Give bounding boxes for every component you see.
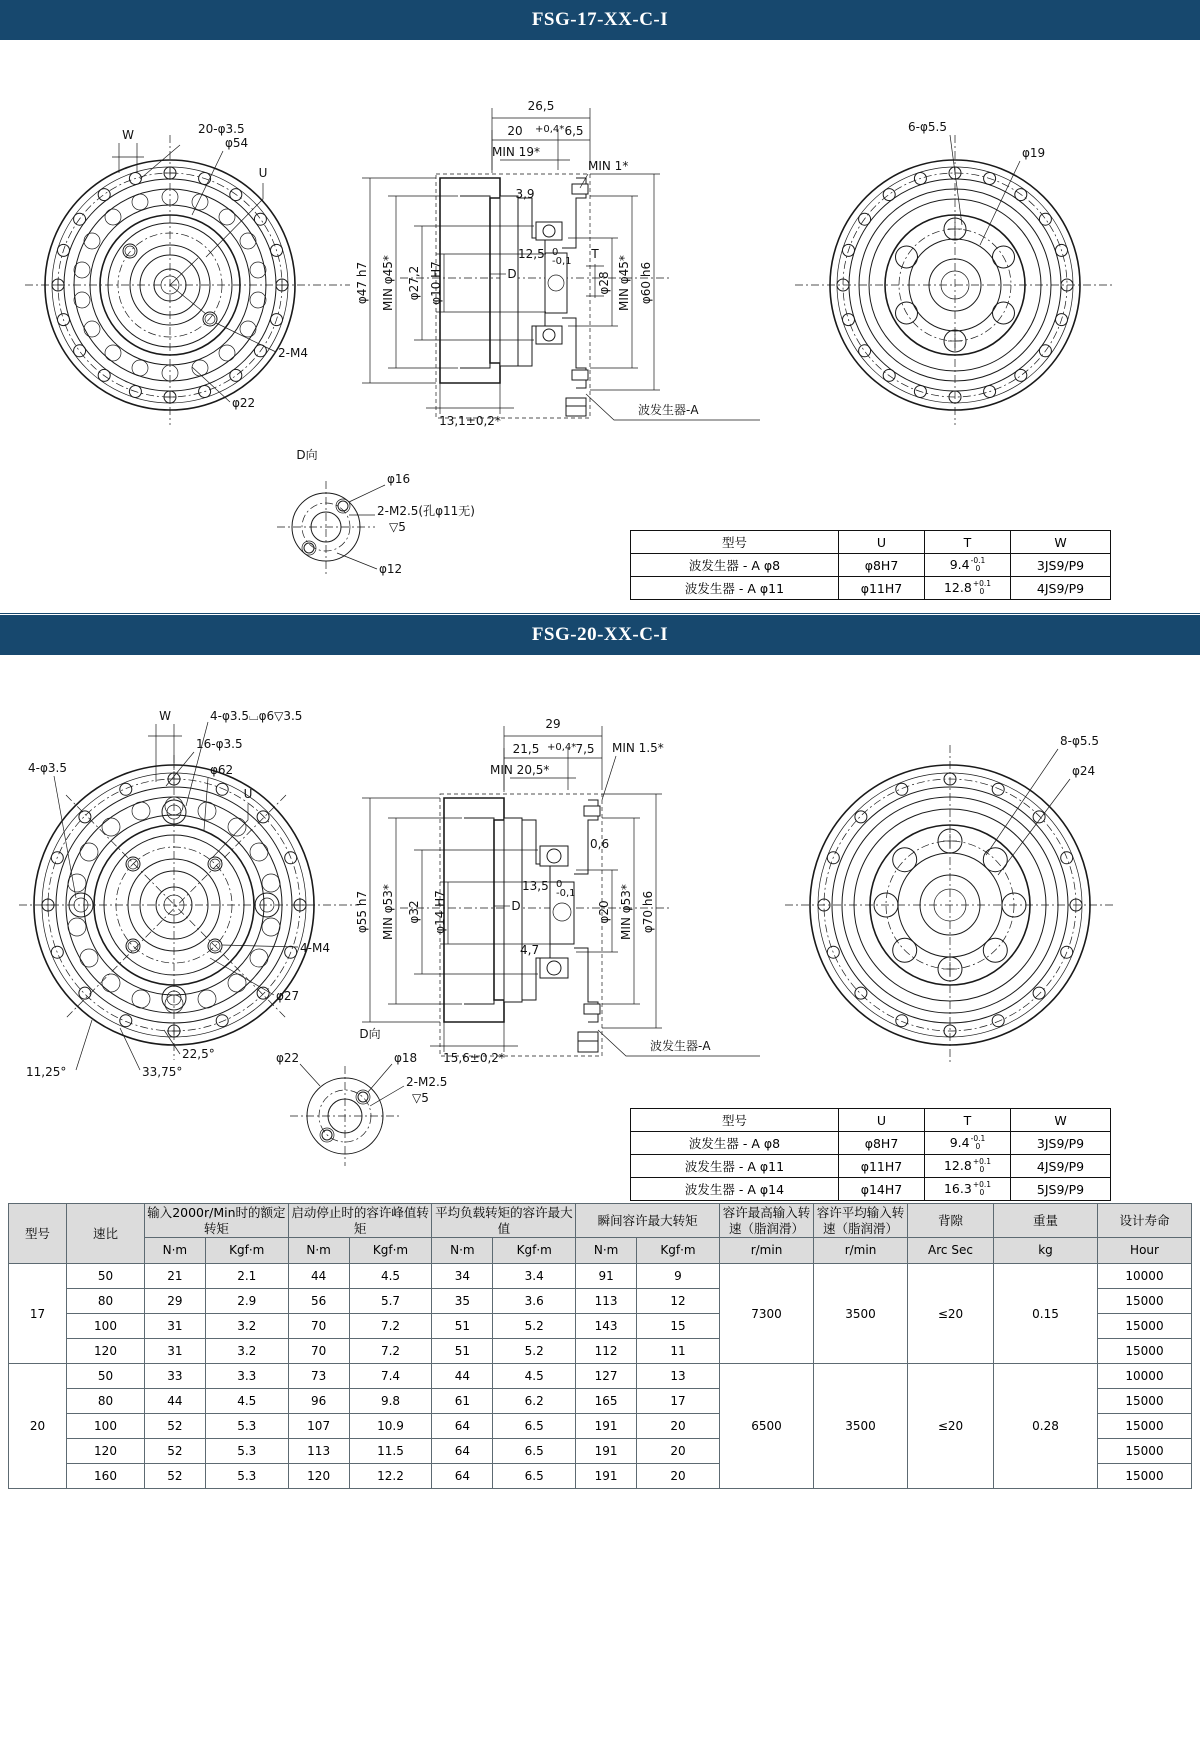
cell-avg-kgf: 6.5	[493, 1414, 576, 1439]
cell-peak-nm: 73	[288, 1364, 349, 1389]
dim-3-9: 3,9	[515, 187, 535, 201]
label-d54: φ54	[225, 136, 249, 150]
spec-header-w: W	[1011, 531, 1111, 554]
spec-u: φ8H7	[839, 1132, 925, 1155]
dim-7-5: 7,5	[575, 742, 595, 756]
spec-row	[631, 1155, 1111, 1178]
label-16-holes: 16-φ3.5	[196, 737, 243, 751]
cell-rated-nm: 52	[145, 1464, 206, 1489]
cell-backlash: ≤20	[908, 1364, 994, 1489]
dim-29: 29	[545, 717, 561, 731]
spec-header-model: 型号	[631, 1109, 839, 1132]
label-d22: φ22	[276, 1051, 300, 1065]
cell-mom-kgf: 20	[636, 1439, 719, 1464]
label-wave-generator-a: 波发生器-A	[638, 403, 699, 417]
label-20-holes: 20-φ3.5	[198, 122, 245, 136]
label-angle-11-25: 11,25°	[26, 1065, 67, 1079]
cell-peak-kgf: 5.7	[349, 1289, 432, 1314]
label-w: W	[122, 128, 134, 142]
cell-rated-nm: 31	[145, 1314, 206, 1339]
dim-d55h7: φ55 h7	[355, 890, 369, 934]
dim-min19: MIN 19*	[492, 145, 540, 159]
cell-peak-kgf: 7.2	[349, 1339, 432, 1364]
cell-avg-nm: 35	[432, 1289, 493, 1314]
cell-peak-kgf: 9.8	[349, 1389, 432, 1414]
dim-d60h6: φ60 h6	[639, 261, 653, 305]
unit-cell: r/min	[720, 1238, 814, 1264]
cell-avg-nm: 51	[432, 1339, 493, 1364]
dim-min-d45: MIN φ45*	[381, 255, 395, 311]
cell-avg-kgf: 3.6	[493, 1289, 576, 1314]
label-d-arrow: D	[511, 899, 521, 913]
label-d62: φ62	[210, 763, 234, 777]
spec-u: φ14H7	[839, 1178, 925, 1201]
dim-6-5: 6,5	[564, 124, 584, 138]
fsg17-spec-table	[630, 530, 1111, 600]
unit-nm: N·m	[432, 1238, 493, 1264]
cell-max-input-speed: 6500	[720, 1364, 814, 1489]
cell-ratio: 100	[67, 1414, 145, 1439]
cell-rated-nm: 52	[145, 1439, 206, 1464]
cell-mom-kgf: 11	[636, 1339, 719, 1364]
dim-15-6: 15,6±0,2*	[443, 1051, 505, 1065]
col-weight: 重量	[994, 1204, 1098, 1238]
cell-avg-nm: 64	[432, 1414, 493, 1439]
cell-avg-nm: 64	[432, 1439, 493, 1464]
spec-header-t: T	[925, 531, 1011, 554]
label-d22: φ22	[232, 396, 256, 410]
section-title-fsg17	[0, 0, 1200, 40]
dim-12-5: 12,5	[518, 247, 545, 261]
spec-w: 5JS9/P9	[1011, 1178, 1111, 1201]
cell-avg-nm: 64	[432, 1464, 493, 1489]
unit-kgf: Kgf·m	[205, 1238, 288, 1264]
cell-mom-kgf: 9	[636, 1264, 719, 1289]
table-row	[9, 1264, 1192, 1289]
cell-mom-nm: 91	[576, 1264, 637, 1289]
dim-d70h6: φ70 h6	[641, 890, 655, 934]
unit-nm: N·m	[288, 1238, 349, 1264]
spec-t: 12.8 +0.1 0	[925, 577, 1011, 600]
dim-d27-2: φ27,2	[407, 265, 421, 301]
dim-13-5-tol-up: 0	[556, 879, 563, 890]
cell-peak-kgf: 7.4	[349, 1364, 432, 1389]
label-d16: φ16	[387, 472, 411, 486]
spec-t: 9.4 -0.1 0	[925, 554, 1011, 577]
dim-13-1: 13,1±0,2*	[439, 414, 501, 428]
cell-avg-kgf: 6.5	[493, 1439, 576, 1464]
spec-w: 3JS9/P9	[1011, 1132, 1111, 1155]
label-2m25: 2-M2.5(孔φ11无)	[377, 504, 475, 518]
cell-avg-kgf: 5.2	[493, 1314, 576, 1339]
spec-header-t: T	[925, 1109, 1011, 1132]
section-title-fsg20	[0, 615, 1200, 655]
cell-rated-nm: 33	[145, 1364, 206, 1389]
dim-min-d53: MIN φ53*	[381, 884, 395, 940]
cell-ratio: 50	[67, 1364, 145, 1389]
spec-model: 波发生器 - A φ11	[631, 1155, 839, 1178]
cell-mom-nm: 113	[576, 1289, 637, 1314]
unit-kgf: Kgf·m	[493, 1238, 576, 1264]
cell-avg-input-speed: 3500	[814, 1364, 908, 1489]
cell-life: 15000	[1098, 1339, 1192, 1364]
spec-u: φ8H7	[839, 554, 925, 577]
dim-d10h7: φ10 H7	[429, 261, 443, 305]
dim-21-5: 21,5	[512, 742, 540, 756]
spec-row	[631, 1132, 1111, 1155]
dim-13-5-tol-lo: -0,1	[556, 888, 576, 899]
dim-min-d45b: MIN φ45*	[617, 255, 631, 311]
cell-rated-nm: 31	[145, 1339, 206, 1364]
dim-21-5-tol: +0,4*	[547, 742, 577, 753]
table-row	[9, 1364, 1192, 1389]
label-angle-22-5: 22,5°	[182, 1047, 215, 1061]
dim-20-tol: +0,4*	[535, 124, 565, 135]
cell-rated-nm: 29	[145, 1289, 206, 1314]
label-angle-33-75: 33,75°	[142, 1065, 183, 1079]
cell-peak-kgf: 11.5	[349, 1439, 432, 1464]
cell-rated-kgf: 5.3	[205, 1414, 288, 1439]
dim-t: T	[591, 247, 599, 261]
spec-w: 4JS9/P9	[1011, 1155, 1111, 1178]
cell-rated-kgf: 4.5	[205, 1389, 288, 1414]
cell-peak-nm: 56	[288, 1289, 349, 1314]
label-u: U	[243, 787, 253, 801]
label-d12: φ12	[379, 562, 403, 576]
cell-mom-nm: 112	[576, 1339, 637, 1364]
cell-rated-kgf: 3.2	[205, 1339, 288, 1364]
unit-cell: Hour	[1098, 1238, 1192, 1264]
label-d24: φ24	[1072, 764, 1096, 778]
cell-rated-nm: 52	[145, 1414, 206, 1439]
dim-0-6: 0,6	[590, 837, 610, 851]
dim-min-1-5: MIN 1.5*	[612, 741, 664, 755]
label-d-view: D向	[296, 448, 318, 462]
unit-cell: Arc Sec	[908, 1238, 994, 1264]
unit-nm: N·m	[145, 1238, 206, 1264]
dim-d28: φ28	[597, 271, 611, 295]
cell-mom-kgf: 17	[636, 1389, 719, 1414]
col-avg-torque: 平均负载转矩的容许最大值	[432, 1204, 576, 1238]
cell-mom-nm: 127	[576, 1364, 637, 1389]
spec-t: 12.8 +0.1 0	[925, 1155, 1011, 1178]
performance-table	[8, 1203, 1192, 1489]
cell-weight: 0.15	[994, 1264, 1098, 1364]
dim-min-d53b: MIN φ53*	[619, 884, 633, 940]
cell-avg-kgf: 5.2	[493, 1339, 576, 1364]
spec-u: φ11H7	[839, 577, 925, 600]
cell-peak-kgf: 10.9	[349, 1414, 432, 1439]
cell-life: 15000	[1098, 1289, 1192, 1314]
col-avg-input-speed: 容许平均输入转速（脂润滑）	[814, 1204, 908, 1238]
cell-life: 15000	[1098, 1439, 1192, 1464]
cell-peak-nm: 113	[288, 1439, 349, 1464]
cell-peak-nm: 96	[288, 1389, 349, 1414]
cell-rated-kgf: 5.3	[205, 1464, 288, 1489]
cell-peak-nm: 44	[288, 1264, 349, 1289]
cell-avg-kgf: 6.5	[493, 1464, 576, 1489]
dim-min1: MIN 1*	[588, 159, 629, 173]
cell-mom-nm: 165	[576, 1389, 637, 1414]
label-d27: φ27	[276, 989, 300, 1003]
cell-mom-kgf: 12	[636, 1289, 719, 1314]
unit-nm: N·m	[576, 1238, 637, 1264]
dim-d47h7: φ47 h7	[355, 261, 369, 305]
cell-mom-kgf: 20	[636, 1464, 719, 1489]
label-6-holes: 6-φ5.5	[908, 120, 947, 134]
spec-w: 3JS9/P9	[1011, 554, 1111, 577]
cell-avg-nm: 34	[432, 1264, 493, 1289]
section-title-text: FSG-17-XX-C-I	[531, 9, 669, 30]
cell-life: 15000	[1098, 1464, 1192, 1489]
cell-peak-kgf: 7.2	[349, 1314, 432, 1339]
dim-20: 20	[507, 124, 523, 138]
cell-mom-nm: 191	[576, 1464, 637, 1489]
spec-header-u: U	[839, 1109, 925, 1132]
dim-12-5-tol: 0	[552, 247, 559, 258]
cell-rated-kgf: 3.3	[205, 1364, 288, 1389]
fsg20-d-view	[260, 1020, 500, 1170]
spec-row	[631, 1178, 1111, 1201]
spec-u: φ11H7	[839, 1155, 925, 1178]
spec-header-u: U	[839, 531, 925, 554]
spec-header-w: W	[1011, 1109, 1111, 1132]
label-8-holes: 8-φ5.5	[1060, 734, 1099, 748]
spec-model: 波发生器 - A φ11	[631, 577, 839, 600]
unit-kgf: Kgf·m	[636, 1238, 719, 1264]
spec-w: 4JS9/P9	[1011, 577, 1111, 600]
cell-mom-nm: 191	[576, 1414, 637, 1439]
cell-mom-kgf: 20	[636, 1414, 719, 1439]
col-ratio: 速比	[67, 1204, 145, 1264]
cell-ratio: 120	[67, 1439, 145, 1464]
unit-cell: r/min	[814, 1238, 908, 1264]
cell-max-input-speed: 7300	[720, 1264, 814, 1364]
col-backlash: 背隙	[908, 1204, 994, 1238]
fsg20-rear-view	[780, 715, 1120, 1065]
col-max-input-speed: 容许最高输入转速（脂润滑）	[720, 1204, 814, 1238]
col-peak-torque: 启动停止时的容许峰值转矩	[288, 1204, 432, 1238]
spec-model: 波发生器 - A φ14	[631, 1178, 839, 1201]
col-rated-torque: 输入2000r/Min时的额定转矩	[145, 1204, 289, 1238]
spec-t: 16.3 +0.1 0	[925, 1178, 1011, 1201]
spec-model: 波发生器 - A φ8	[631, 554, 839, 577]
fsg17-front-view	[20, 95, 360, 425]
cell-peak-nm: 70	[288, 1339, 349, 1364]
cell-avg-nm: 61	[432, 1389, 493, 1414]
cell-rated-nm: 21	[145, 1264, 206, 1289]
fsg17-section-view	[340, 78, 780, 438]
spec-row	[631, 554, 1111, 577]
dim-d14h7: φ14 H7	[433, 890, 447, 934]
cell-avg-kgf: 6.2	[493, 1389, 576, 1414]
label-depth: ▽5	[389, 520, 406, 534]
cell-peak-nm: 70	[288, 1314, 349, 1339]
cell-weight: 0.28	[994, 1364, 1098, 1489]
cell-rated-kgf: 3.2	[205, 1314, 288, 1339]
label-w: W	[159, 709, 171, 723]
cell-mom-kgf: 13	[636, 1364, 719, 1389]
cell-mom-nm: 191	[576, 1439, 637, 1464]
col-model: 型号	[9, 1204, 67, 1264]
dim-12-5-tol-lo: -0,1	[552, 256, 572, 267]
col-life: 设计寿命	[1098, 1204, 1192, 1238]
label-d19: φ19	[1022, 146, 1046, 160]
cell-avg-nm: 51	[432, 1314, 493, 1339]
dim-13-5: 13,5	[522, 879, 549, 893]
dim-d32: φ32	[407, 900, 421, 924]
cell-life: 10000	[1098, 1364, 1192, 1389]
cell-avg-kgf: 3.4	[493, 1264, 576, 1289]
cell-ratio: 80	[67, 1389, 145, 1414]
label-d-view: D向	[359, 1027, 381, 1041]
label-2m25: 2-M2.5	[406, 1075, 448, 1089]
unit-cell: kg	[994, 1238, 1098, 1264]
label-d-arrow: D	[507, 267, 517, 281]
label-counterbore: 4-φ3.5⌴φ6▽3.5	[210, 709, 303, 723]
label-2m4: 2-M4	[278, 346, 308, 360]
fsg20-spec-table	[630, 1108, 1111, 1201]
cell-mom-nm: 143	[576, 1314, 637, 1339]
section-divider	[0, 613, 1200, 614]
label-4-holes-left: 4-φ3.5	[28, 761, 67, 775]
col-momentary-torque: 瞬间容许最大转矩	[576, 1204, 720, 1238]
dim-d20: φ20	[597, 900, 611, 924]
cell-life: 15000	[1098, 1414, 1192, 1439]
cell-life: 15000	[1098, 1389, 1192, 1414]
dim-4-7: 4,7	[520, 943, 540, 957]
label-depth: ▽5	[412, 1091, 429, 1105]
label-4m4: 4-M4	[300, 941, 330, 955]
cell-avg-nm: 44	[432, 1364, 493, 1389]
label-u: U	[258, 166, 268, 180]
cell-ratio: 100	[67, 1314, 145, 1339]
cell-model: 17	[9, 1264, 67, 1364]
dim-min-20-5: MIN 20,5*	[490, 763, 550, 777]
cell-backlash: ≤20	[908, 1264, 994, 1364]
spec-model: 波发生器 - A φ8	[631, 1132, 839, 1155]
cell-ratio: 80	[67, 1289, 145, 1314]
cell-peak-kgf: 4.5	[349, 1264, 432, 1289]
section-title-text: FSG-20-XX-C-I	[531, 624, 669, 645]
label-d18: φ18	[394, 1051, 418, 1065]
cell-model: 20	[9, 1364, 67, 1489]
spec-row	[631, 577, 1111, 600]
cell-peak-nm: 120	[288, 1464, 349, 1489]
cell-avg-kgf: 4.5	[493, 1364, 576, 1389]
cell-ratio: 160	[67, 1464, 145, 1489]
unit-kgf: Kgf·m	[349, 1238, 432, 1264]
cell-ratio: 50	[67, 1264, 145, 1289]
spec-t: 9.4 -0.1 0	[925, 1132, 1011, 1155]
dim-26-5: 26,5	[527, 99, 555, 113]
cell-life: 15000	[1098, 1314, 1192, 1339]
fsg17-rear-view	[790, 95, 1120, 425]
spec-header-model: 型号	[631, 531, 839, 554]
label-wave-generator-a: 波发生器-A	[650, 1039, 711, 1053]
cell-peak-nm: 107	[288, 1414, 349, 1439]
cell-rated-kgf: 2.9	[205, 1289, 288, 1314]
cell-mom-kgf: 15	[636, 1314, 719, 1339]
cell-rated-nm: 44	[145, 1389, 206, 1414]
cell-peak-kgf: 12.2	[349, 1464, 432, 1489]
fsg17-d-view	[265, 445, 495, 590]
cell-rated-kgf: 2.1	[205, 1264, 288, 1289]
cell-rated-kgf: 5.3	[205, 1439, 288, 1464]
cell-avg-input-speed: 3500	[814, 1264, 908, 1364]
cell-ratio: 120	[67, 1339, 145, 1364]
cell-life: 10000	[1098, 1264, 1192, 1289]
